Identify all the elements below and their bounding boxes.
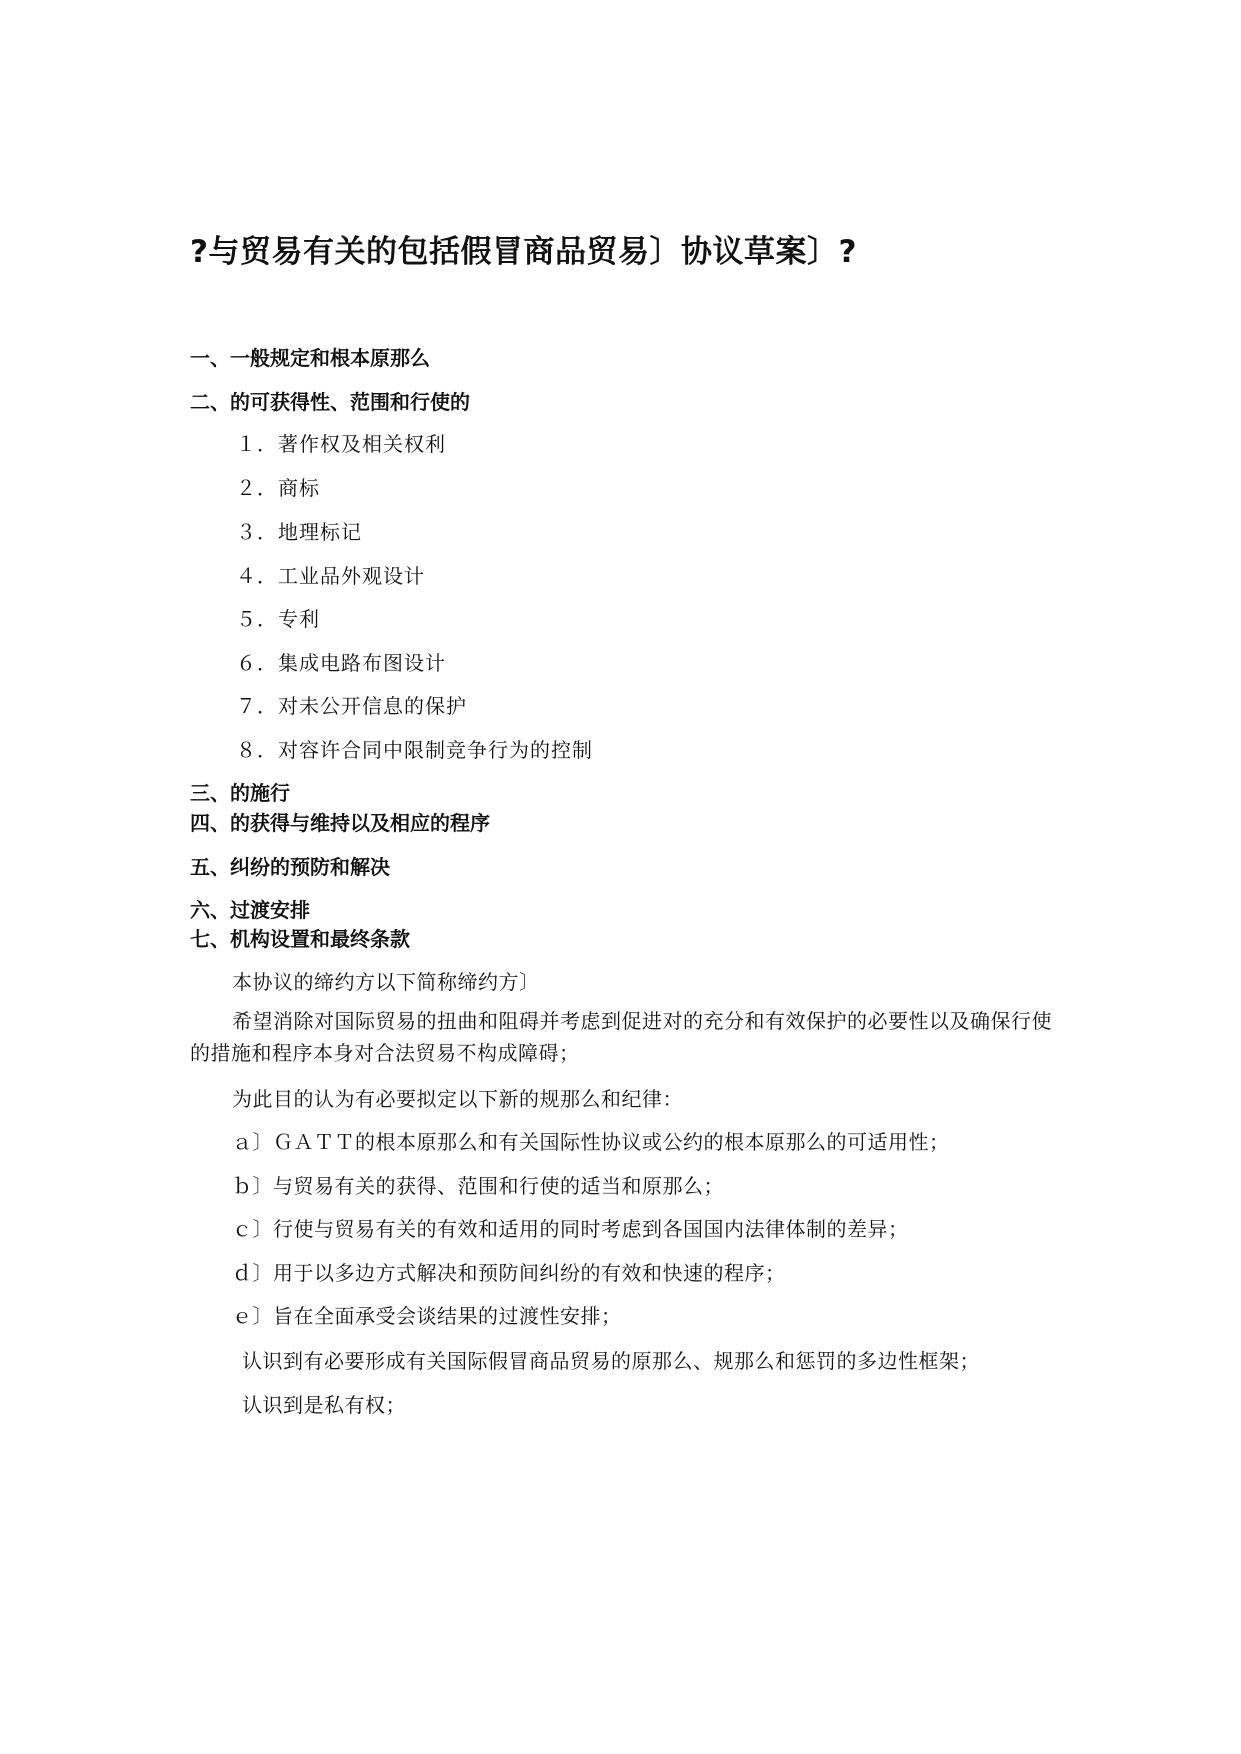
section2-item-8: ８．对容许合同中限制竞争行为的控制 [236, 738, 593, 762]
preamble-paragraph-5: 认识到是私有权； [242, 1393, 406, 1417]
preamble-list-item-b: ｂ〕与贸易有关的获得、范围和行使的适当和原那么； [232, 1174, 724, 1198]
preamble-list-item-c: ｃ〕行使与贸易有关的有效和适用的同时考虑到各国国内法律体制的差异； [232, 1217, 909, 1241]
section-heading-6: 六、过渡安排 [190, 898, 310, 922]
preamble-paragraph-2: 希望消除对国际贸易的扭曲和阻碍并考虑到促进对的充分和有效保护的必要性以及确保行使的措施和程序本身对合法贸易不构成障碍； [190, 1009, 1052, 1065]
section-heading-7: 七、机构设置和最终条款 [190, 927, 410, 951]
preamble-paragraph-4: 认识到有必要形成有关国际假冒商品贸易的原那么、规那么和惩罚的多边性框架； [242, 1349, 980, 1373]
section2-item-4: ４．工业品外观设计 [236, 564, 425, 588]
preamble-list-item-e: ｅ〕旨在全面承受会谈结果的过渡性安排； [232, 1304, 622, 1328]
section2-item-2: ２．商标 [236, 476, 320, 500]
section-heading-3: 三、的施行 [190, 781, 290, 805]
section2-item-3: ３．地理标记 [236, 520, 362, 544]
preamble-list-item-a: ａ〕ＧＡＴＴ的根本原那么和有关国际性协议或公约的根本原那么的可适用性； [232, 1130, 950, 1154]
section-heading-1: 一、一般规定和根本原那么 [190, 346, 430, 370]
section-heading-4: 四、的获得与维持以及相应的程序 [190, 811, 490, 835]
preamble-paragraph-1: 本协议的缔约方以下简称缔约方〕 [232, 970, 540, 994]
section-heading-2: 二、的可获得性、范围和行使的 [190, 390, 470, 414]
section2-item-1: １．著作权及相关权利 [236, 432, 446, 456]
preamble-list-item-d: ｄ〕用于以多边方式解决和预防间纠纷的有效和快速的程序； [232, 1261, 786, 1285]
section2-item-6: ６．集成电路布图设计 [236, 651, 446, 675]
section2-item-5: ５．专利 [236, 607, 320, 631]
preamble-paragraph-3: 为此目的认为有必要拟定以下新的规那么和纪律： [232, 1087, 683, 1111]
document-title: ?与贸易有关的包括假冒商品贸易〕协议草案〕? [190, 234, 857, 270]
section2-item-7: ７．对未公开信息的保护 [236, 694, 467, 718]
section-heading-5: 五、纠纷的预防和解决 [190, 855, 390, 879]
